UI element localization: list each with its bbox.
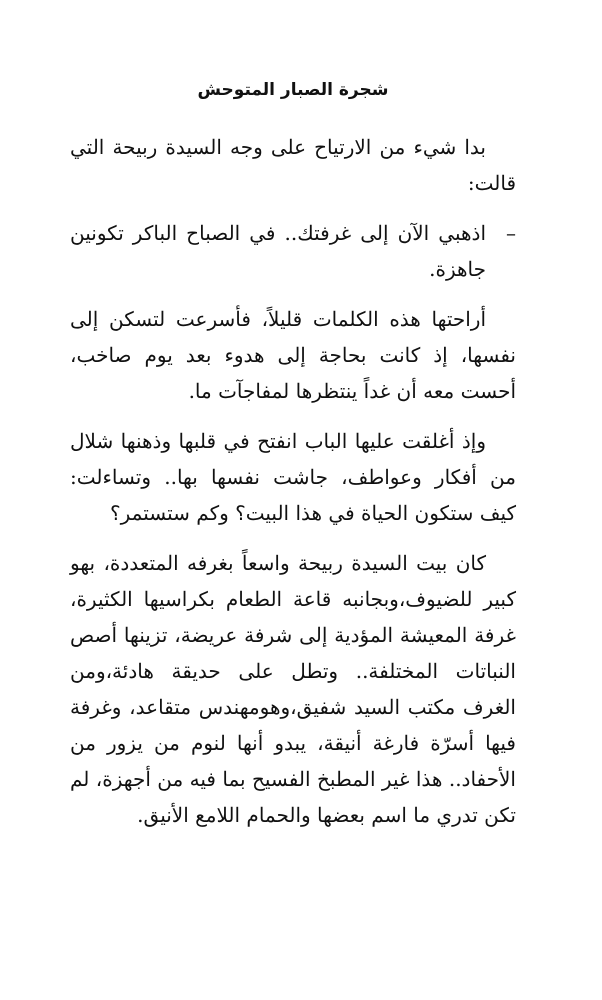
paragraph-1: بدا شيء من الارتياح على وجه السيدة ربيحة التي قالت:: [70, 135, 516, 195]
chapter-title: شجرة الصبار المتوحش: [197, 80, 389, 100]
paragraph-4: وإذ أغلقت عليها الباب انفتح في قلبها وذهنها شلال من أفكار وعواطف، جاشت نفسها بها.. وتساءلت: كيف ستكون الحياة في هذا البيت؟ وكم ستستمر؟: [70, 429, 516, 525]
dialogue-dash: –: [506, 221, 516, 245]
paragraph-2: اذهبي الآن إلى غرفتك.. في الصباح الباكر تكونين جاهزة.: [70, 221, 486, 281]
paragraph-3: أراحتها هذه الكلمات قليلاً، فأسرعت لتسكن إلى نفسها، إذ كانت بحاجة إلى هدوء بعد يوم صاخب، أحست معه أن غداً ينتظرها لمفاجآت ما.: [70, 307, 516, 403]
paragraph-5: كان بيت السيدة ربيحة واسعاً بغرفه المتعددة، بهو كبير للضيوف،وبجانبه قاعة الطعام بكراسيها الكثيرة، غرفة المعيشة المؤدية إلى شرفة عريضة، تزينها أصص النباتات المختلفة.. وتطل على حديقة هادئة،ومن الغرف مكتب السيد شفيق،وهومهندس متقاعد، وغرفة فيها أسرّة فارغة أنيقة، يبدو أنها لنوم من يزور من الأحفاد.. هذا غير المطبخ الفسيح بما فيه من أجهزة، لم تكن تدري ما اسم بعضها والحمام اللامع الأنيق.: [70, 551, 516, 827]
dialogue-line: [70, 215, 516, 287]
